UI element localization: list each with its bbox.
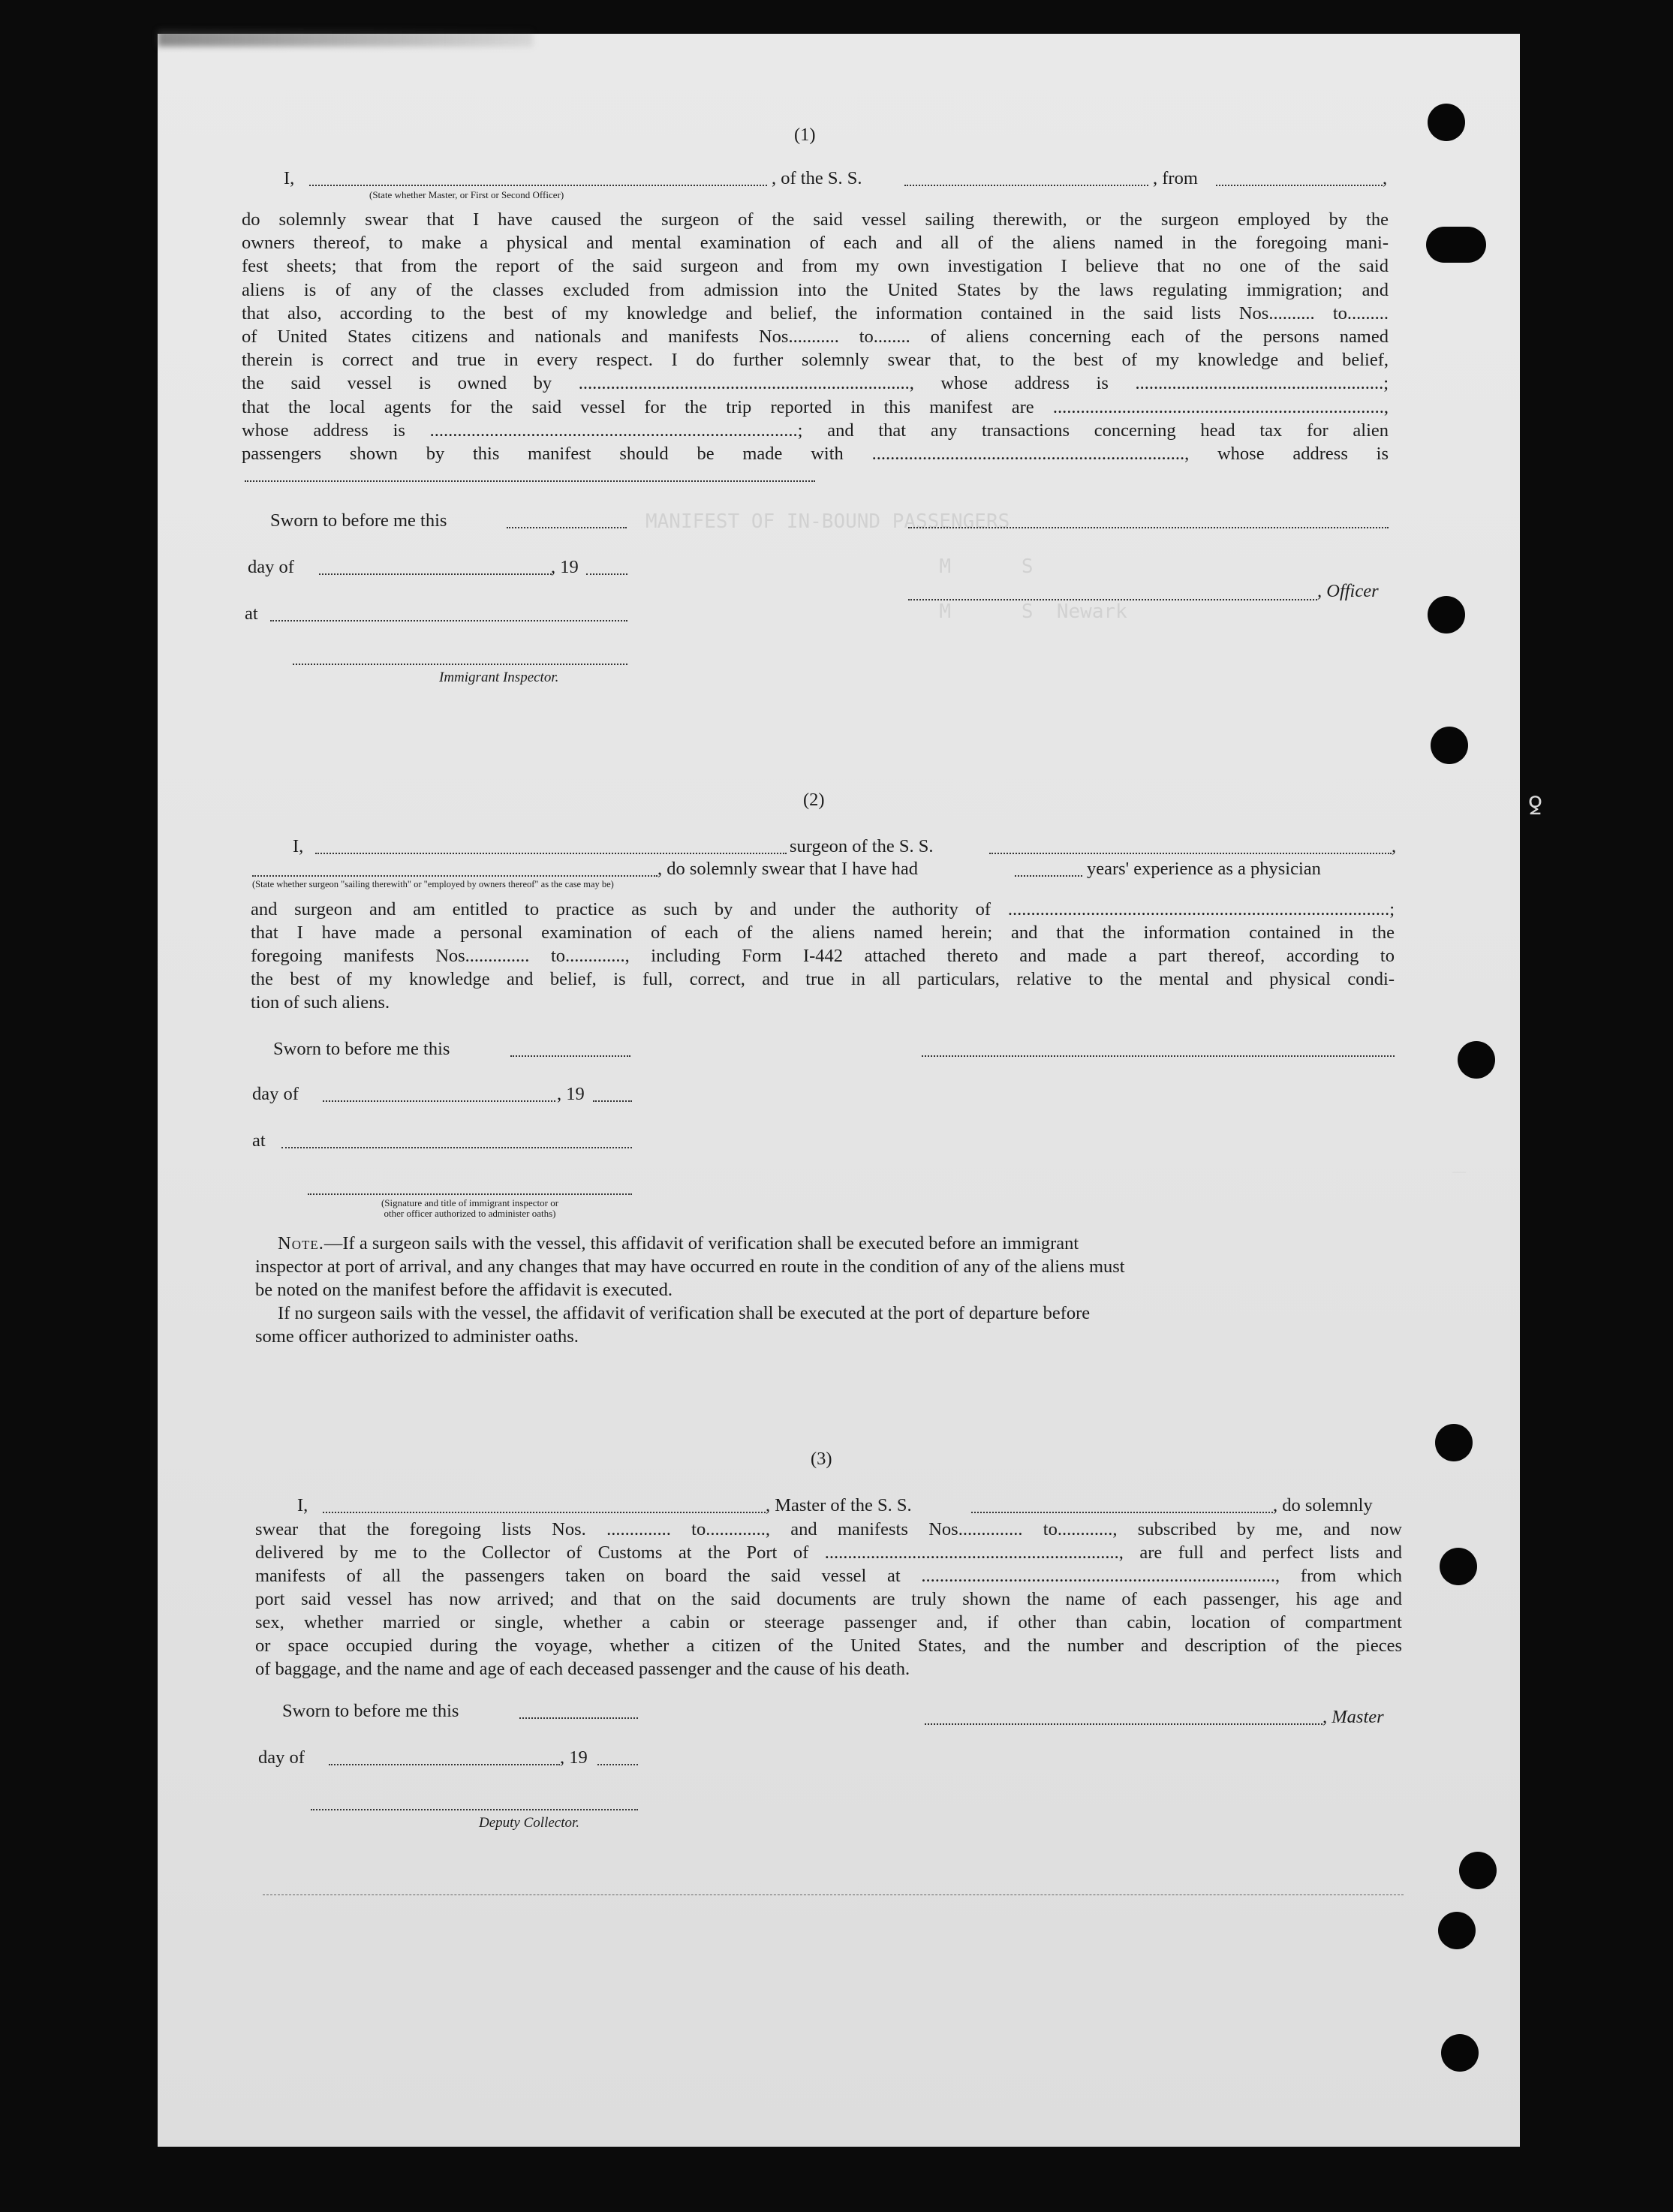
s3-master-caption: , Master bbox=[1322, 1707, 1384, 1727]
s3-year-field[interactable] bbox=[597, 1764, 638, 1765]
body-line: of United States citizens and nationals and manifests Nos........... to........ of aliens concerning each of the persons named bbox=[242, 327, 1389, 347]
s2-sworn-label: Sworn to before me this bbox=[273, 1039, 450, 1059]
s1-from-label: , from bbox=[1153, 168, 1198, 188]
bottom-rule bbox=[263, 1894, 1404, 1895]
body-line: manifests of all the passengers taken on board the said vessel at ............................................................................., from which bbox=[255, 1566, 1402, 1586]
s2-year-field[interactable] bbox=[593, 1100, 632, 1102]
s2-comma: , bbox=[1392, 836, 1397, 856]
s2-inspector-signature-field[interactable] bbox=[308, 1193, 632, 1195]
margin-dash bbox=[1452, 1172, 1466, 1173]
s2-years-field[interactable] bbox=[1015, 875, 1082, 877]
s1-officer-title-field[interactable] bbox=[908, 599, 1317, 600]
s3-year-label: , 19 bbox=[560, 1747, 588, 1768]
section-3-number: (3) bbox=[811, 1449, 832, 1469]
punch-hole bbox=[1440, 1548, 1477, 1585]
punch-hole bbox=[1458, 1041, 1495, 1079]
margin-mark: ꝿ bbox=[1528, 793, 1542, 820]
s1-officer-hint: (State whether Master, or First or Second Officer) bbox=[369, 189, 564, 200]
body-line: sex, whether married or single, whether a cabin or steerage passenger and, if other than cabin, location of compartment bbox=[255, 1612, 1402, 1633]
s2-note-line-2: inspector at port of arrival, and any changes that may have occurred en route in the condition of any of the aliens must bbox=[255, 1256, 1125, 1277]
body-line: aliens is of any of the classes excluded from admission into the United States by the laws regulating immigration; and bbox=[242, 279, 1389, 300]
s2-note-label-wrap bbox=[278, 1235, 1079, 1253]
s2-note-line-1: —If a surgeon sails with the vessel, this affidavit of verification shall be executed before an immigrant bbox=[323, 1233, 1079, 1253]
body-line: tion of such aliens. bbox=[251, 992, 390, 1013]
s2-day-of-label: day of bbox=[252, 1084, 299, 1104]
s2-sworn-date-field[interactable] bbox=[510, 1055, 630, 1057]
s2-note-line-3: be noted on the manifest before the affidavit is executed. bbox=[255, 1280, 673, 1300]
s2-signature-hint-1: (Signature and title of immigrant inspector or bbox=[381, 1197, 559, 1208]
body-line: whose address is ................................................................................; and that any transactions concerning head tax for alien bbox=[242, 420, 1389, 441]
s2-surgeon-of-label: surgeon of the S. S. bbox=[790, 836, 934, 856]
s1-i-label: I, bbox=[284, 168, 295, 188]
s3-master-of-label: , Master of the S. S. bbox=[766, 1495, 912, 1515]
s3-ship-name-field[interactable] bbox=[971, 1512, 1273, 1513]
s2-years-label: years' experience as a physician bbox=[1087, 859, 1321, 879]
s1-day-month-field[interactable] bbox=[319, 573, 552, 575]
s1-of-ss-label: , of the S. S. bbox=[772, 168, 862, 188]
s1-inspector-signature-field[interactable] bbox=[293, 664, 627, 665]
body-line: do solemnly swear that I have caused the surgeon of the said vessel sailing therewith, or the surgeon employed by the bbox=[242, 209, 1389, 230]
bleed-through: MANIFEST OF IN-BOUND PASSENGERS M S M S Newark bbox=[645, 510, 1127, 623]
s2-day-month-field[interactable] bbox=[323, 1100, 555, 1102]
s1-sworn-date-field[interactable] bbox=[507, 527, 627, 528]
s2-at-label: at bbox=[252, 1130, 266, 1151]
s2-surgeon-signature-field[interactable] bbox=[922, 1055, 1395, 1057]
body-line: of baggage, and the name and age of each deceased passenger and the cause of his death. bbox=[255, 1659, 910, 1679]
body-line: port said vessel has now arrived; and that on the said documents are truly shown the name of each passenger, his age and bbox=[255, 1589, 1402, 1609]
s2-surgeon-type-field[interactable] bbox=[252, 875, 657, 877]
body-line: delivered by me to the Collector of Customs at the Port of ................................................................, are full and perfect lists and bbox=[255, 1542, 1402, 1563]
body-line: that I have made a personal examination of each of the aliens named herein; and that the information contained in the bbox=[251, 922, 1395, 943]
s2-signature-hint-2: other officer authorized to administer oaths) bbox=[384, 1208, 556, 1219]
s1-officer-caption: , Officer bbox=[1317, 581, 1379, 601]
punch-hole bbox=[1459, 1852, 1497, 1889]
punch-hole bbox=[1435, 1424, 1473, 1461]
body-line: foregoing manifests Nos.............. to............., including Form I-442 attached thereto and made a part thereof, according to bbox=[251, 946, 1395, 966]
s3-master-signature-field[interactable] bbox=[925, 1723, 1322, 1725]
s3-deputy-caption: Deputy Collector. bbox=[479, 1815, 580, 1831]
s2-year-label: , 19 bbox=[557, 1084, 585, 1104]
s3-do-solemnly-label: , do solemnly bbox=[1273, 1495, 1373, 1515]
s1-at-field[interactable] bbox=[270, 620, 627, 621]
body-line: fest sheets; that from the report of the said surgeon and from my own investigation I believe that no one of the said bbox=[242, 256, 1389, 277]
body-line: swear that the foregoing lists Nos. .............. to............., and manifests Nos.............. to............, subscribed by me, and now bbox=[255, 1519, 1402, 1539]
s3-day-month-field[interactable] bbox=[329, 1764, 560, 1765]
section-2-number: (2) bbox=[803, 790, 825, 810]
s3-sworn-date-field[interactable] bbox=[519, 1717, 638, 1719]
body-line: and surgeon and am entitled to practice as such by and under the authority of ...................................................................................; bbox=[251, 899, 1395, 919]
body-line: passengers shown by this manifest should be made with ...................................................................., whose address is bbox=[242, 444, 1389, 464]
s1-continuation-field[interactable] bbox=[245, 480, 815, 482]
punch-hole bbox=[1428, 104, 1465, 141]
body-line: that also, according to the best of my knowledge and belief, the information contained in the said lists Nos.......... to......... bbox=[242, 302, 1389, 324]
s1-year-field[interactable] bbox=[586, 573, 627, 575]
body-line: therein is correct and true in every respect. I do further solemnly swear that, to the best of my knowledge and belief, bbox=[242, 350, 1389, 371]
s2-i-label: I, bbox=[293, 836, 304, 856]
s3-day-of-label: day of bbox=[258, 1747, 305, 1768]
s1-officer-name-field[interactable] bbox=[309, 185, 767, 186]
section-1-number: (1) bbox=[794, 125, 816, 145]
body-line: or space occupied during the voyage, whether a citizen of the United States, and the number and description of the pieces bbox=[255, 1636, 1402, 1656]
body-line: the best of my knowledge and belief, is full, correct, and true in all particulars, relative to the mental and physical condi- bbox=[251, 969, 1395, 989]
body-line: the said vessel is owned by ........................................................................, whose address is ......................................................; bbox=[242, 373, 1389, 394]
s3-sworn-label: Sworn to before me this bbox=[282, 1701, 459, 1721]
s2-at-field[interactable] bbox=[281, 1147, 632, 1148]
s1-inspector-caption: Immigrant Inspector. bbox=[439, 670, 559, 685]
body-line: that the local agents for the said vessel for the trip reported in this manifest are ........................................................................, bbox=[242, 396, 1389, 417]
s2-swear-label: , do solemnly swear that I have had bbox=[657, 859, 918, 879]
s2-surgeon-name-field[interactable] bbox=[315, 853, 787, 854]
s1-at-label: at bbox=[245, 603, 258, 624]
s3-master-name-field[interactable] bbox=[323, 1512, 766, 1513]
s2-note-label: Note. bbox=[278, 1233, 324, 1253]
s1-ship-name-field[interactable] bbox=[904, 185, 1148, 186]
body-line: owners thereof, to make a physical and mental examination of each and all of the aliens named in the foregoing mani- bbox=[242, 233, 1389, 254]
punch-hole bbox=[1428, 596, 1465, 634]
punch-hole bbox=[1438, 1912, 1476, 1949]
punch-hole bbox=[1431, 727, 1468, 764]
s3-deputy-signature-field[interactable] bbox=[311, 1809, 638, 1810]
s1-year-label: , 19 bbox=[551, 557, 579, 577]
s1-officer-signature-field[interactable] bbox=[908, 527, 1389, 528]
s2-note2-line-1: If no surgeon sails with the vessel, the affidavit of verification shall be executed at the port of departure before bbox=[278, 1303, 1091, 1323]
s1-sworn-label: Sworn to before me this bbox=[270, 510, 447, 531]
top-smudge bbox=[158, 30, 533, 47]
s3-i-label: I, bbox=[297, 1495, 308, 1515]
s1-from-port-field[interactable] bbox=[1216, 185, 1383, 186]
s2-note2-line-2: some officer authorized to administer oaths. bbox=[255, 1326, 579, 1347]
punch-hole bbox=[1441, 2034, 1479, 2072]
s2-surgeon-hint: (State whether surgeon "sailing therewith" or "employed by owners thereof" as the case may be) bbox=[252, 879, 614, 889]
punch-hole bbox=[1426, 227, 1486, 263]
s1-comma: , bbox=[1383, 168, 1388, 188]
s1-day-of-label: day of bbox=[248, 557, 294, 577]
s2-ship-name-field[interactable] bbox=[989, 853, 1392, 854]
